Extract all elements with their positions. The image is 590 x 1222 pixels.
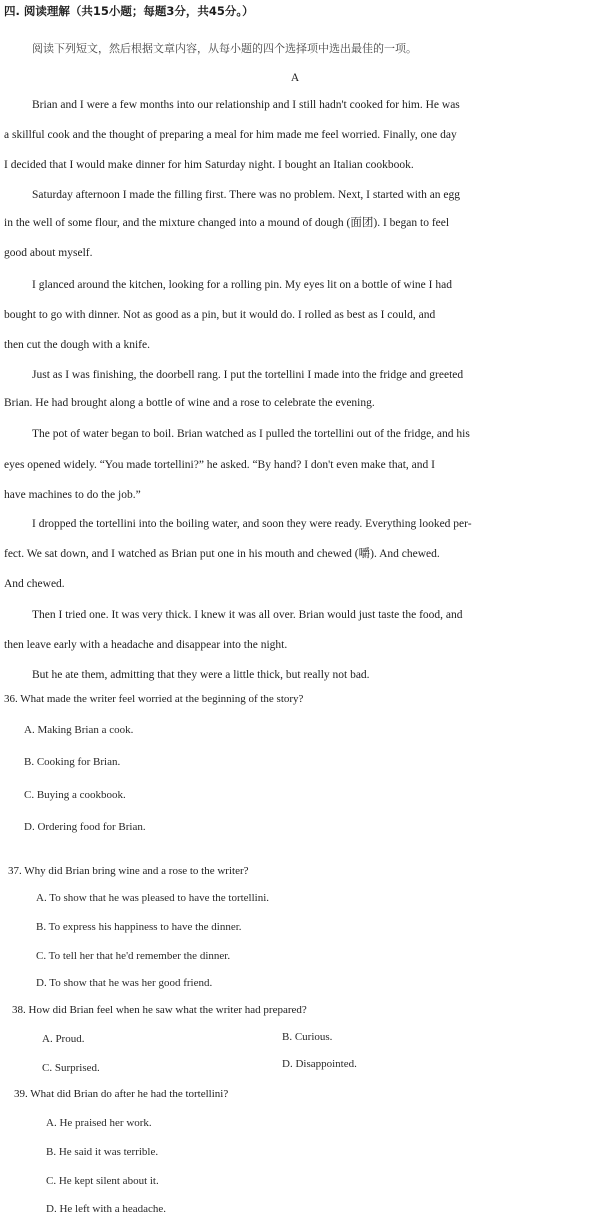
option-d: D. Disappointed. xyxy=(282,1058,357,1070)
passage-line: a skillful cook and the thought of preparing a meal for him made me feel worried. Finally, one day xyxy=(4,129,457,141)
passage-line: But he ate them, admitting that they were a little thick, but really not bad. xyxy=(32,669,370,681)
passage-line: I glanced around the kitchen, looking for a rolling pin. My eyes lit on a bottle of wine I had xyxy=(32,279,452,291)
section-header: 四. 阅读理解（共15小题；每题3分，共45分。） xyxy=(4,4,254,18)
option-b: B. Curious. xyxy=(282,1031,333,1043)
passage-line: The pot of water began to boil. Brian watched as I pulled the tortellini out of the fridge, and his xyxy=(32,428,470,440)
passage-label: A xyxy=(290,72,300,84)
option-c: C. Buying a cookbook. xyxy=(24,789,126,801)
passage-line: good about myself. xyxy=(4,247,93,259)
passage-line: eyes opened widely. “You made tortellini?” he asked. “By hand? I don't even make that, and I xyxy=(4,459,435,471)
passage-line: in the well of some flour, and the mixture changed into a mound of dough (面团). I began to feel xyxy=(4,217,450,229)
passage-line: Just as I was finishing, the doorbell rang. I put the tortellini I made into the fridge and greeted xyxy=(32,369,464,381)
option-b: B. He said it was terrible. xyxy=(46,1146,159,1158)
option-a: A. Making Brian a cook. xyxy=(24,724,134,736)
option-d: D. To show that he was her good friend. xyxy=(36,977,213,989)
passage-line: Brian. He had brought along a bottle of wine and a rose to celebrate the evening. xyxy=(4,397,375,409)
passage-line: fect. We sat down, and I watched as Brian put one in his mouth and chewed (嚼). And chewed. xyxy=(4,548,440,560)
option-c: C. To tell her that he'd remember the dinner. xyxy=(36,950,231,962)
passage-line: Saturday afternoon I made the filling first. There was no problem. Next, I started with an egg xyxy=(32,189,461,201)
passage-line: have machines to do the job.” xyxy=(4,489,141,501)
question-stem: 37. Why did Brian bring wine and a rose to the writer? xyxy=(8,865,249,877)
passage-line: Then I tried one. It was very thick. I knew it was all over. Brian would just taste the food, and xyxy=(32,609,463,621)
option-b: B. To express his happiness to have the dinner. xyxy=(36,921,242,933)
passage-line: bought to go with dinner. Not as good as a pin, but it would do. I rolled as best as I could, and xyxy=(4,309,436,321)
passage-line: I decided that I would make dinner for him Saturday night. I bought an Italian cookbook. xyxy=(4,159,414,171)
passage-line: Brian and I were a few months into our relationship and I still hadn't cooked for him. He was xyxy=(32,99,460,111)
passage-line: then cut the dough with a knife. xyxy=(4,339,150,351)
option-a: A. Proud. xyxy=(42,1033,85,1045)
instructions: 阅读下列短文，然后根据文章内容，从每小题的四个选择项中选出最佳的一项。 xyxy=(32,43,417,55)
question-stem: 39. What did Brian do after he had the tortellini? xyxy=(14,1088,229,1100)
question-stem: 38. How did Brian feel when he saw what the writer had prepared? xyxy=(12,1004,307,1016)
option-a: A. He praised her work. xyxy=(46,1117,152,1129)
option-c: C. Surprised. xyxy=(42,1062,100,1074)
passage-line: I dropped the tortellini into the boiling water, and soon they were ready. Everything looked per- xyxy=(32,518,472,530)
option-a: A. To show that he was pleased to have the tortellini. xyxy=(36,892,270,904)
option-b: B. Cooking for Brian. xyxy=(24,756,121,768)
passage-line: then leave early with a headache and disappear into the night. xyxy=(4,639,288,651)
option-c: C. He kept silent about it. xyxy=(46,1175,159,1187)
option-d: D. Ordering food for Brian. xyxy=(24,821,146,833)
passage-line: And chewed. xyxy=(4,578,65,590)
option-d: D. He left with a headache. xyxy=(46,1203,167,1215)
question-stem: 36. What made the writer feel worried at the beginning of the story? xyxy=(4,693,304,705)
